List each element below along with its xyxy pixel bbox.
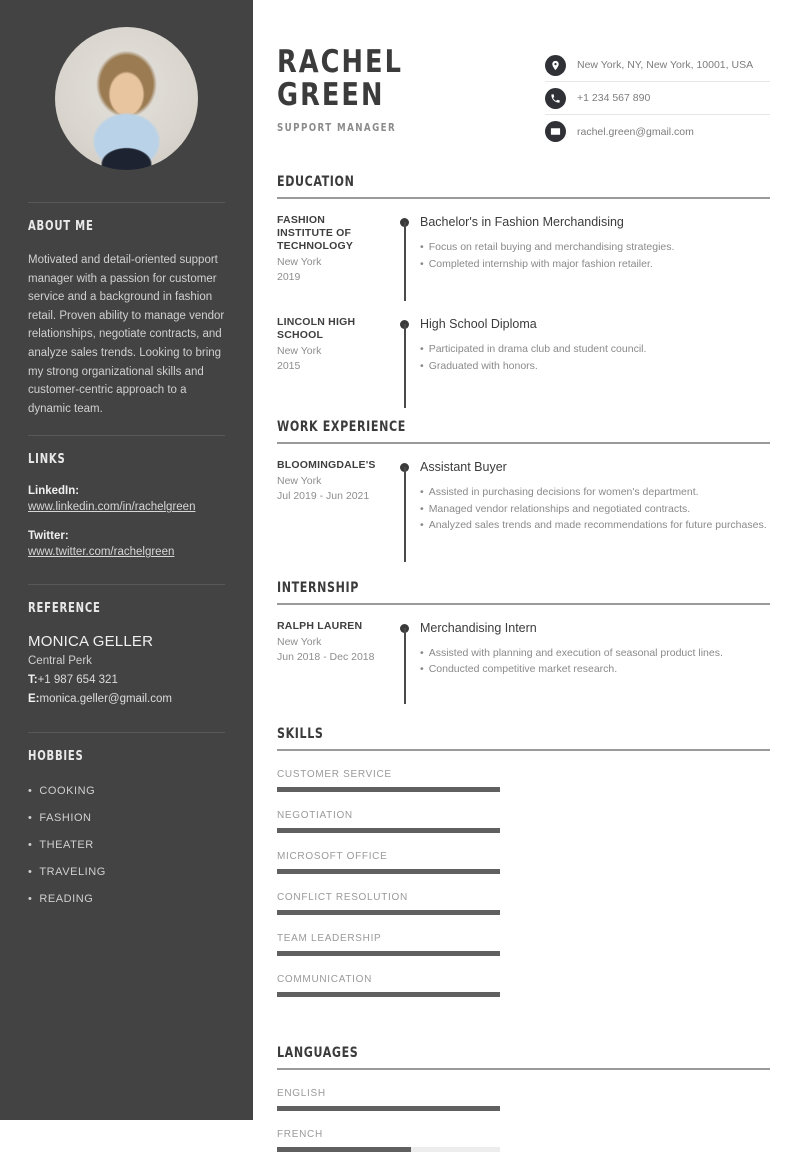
hobbies-heading: HOBBIES [28, 749, 84, 765]
language-fill [277, 1106, 500, 1111]
link-item-linkedin [28, 483, 225, 515]
last-name: GREEN [277, 77, 385, 113]
sidebar-divider [28, 202, 225, 203]
first-name: RACHEL [277, 44, 403, 80]
about-me-section [28, 219, 225, 418]
languages-section [277, 1045, 770, 1152]
main-content [253, 0, 794, 1140]
skill-fill [277, 910, 500, 915]
education-entry [277, 316, 770, 374]
contact-email: rachel.green@gmail.com [577, 125, 694, 138]
name-block [277, 46, 527, 148]
timeline-line [404, 324, 406, 408]
list-item: • READING [28, 886, 225, 913]
entry-org: RALPH LAUREN [277, 619, 363, 632]
linkedin-url[interactable]: www.linkedin.com/in/rachelgreen [28, 501, 196, 514]
link-label: Twitter: [28, 530, 69, 543]
skill-fill [277, 992, 500, 997]
reference-org: Central Perk [28, 655, 92, 668]
timeline-line [404, 467, 406, 562]
sidebar-divider [28, 584, 225, 585]
list-item: • TRAVELING [28, 859, 225, 886]
skill-item [277, 810, 500, 833]
envelope-icon [545, 121, 566, 142]
list-item: • THEATER [28, 832, 225, 859]
reference-section [28, 601, 225, 708]
entry-location: New York [277, 635, 322, 648]
location-pin-icon [545, 55, 566, 76]
entry-body [420, 620, 770, 678]
list-item: • FASHION [28, 805, 225, 832]
avatar [55, 27, 198, 170]
skill-track [277, 992, 500, 997]
skill-item [277, 933, 500, 956]
reference-phone-label: T: [28, 674, 38, 687]
languages-heading: LANGUAGES [277, 1044, 359, 1061]
entry-bullets [420, 645, 770, 678]
entry-org: LINCOLN HIGH SCHOOL [277, 316, 356, 341]
entry-location: New York [277, 475, 322, 487]
language-fill [277, 1147, 411, 1152]
header [277, 0, 770, 148]
internship-section [277, 580, 770, 678]
entry-bullets [420, 341, 770, 374]
timeline-marker [392, 214, 420, 285]
entry-location: New York [277, 345, 322, 357]
sidebar [0, 0, 253, 1120]
list-item: • COOKING [28, 778, 225, 805]
language-label: FRENCH [277, 1128, 323, 1140]
skill-item [277, 851, 500, 874]
entry-title: Bachelor's in Fashion Merchandising [420, 215, 624, 229]
reference-email: monica.geller@gmail.com [39, 693, 172, 706]
contact-row-phone [545, 82, 770, 115]
entry-body [420, 214, 770, 285]
languages-bars [277, 1070, 770, 1152]
skill-track [277, 787, 500, 792]
hobbies-section [28, 749, 225, 913]
link-label: LinkedIn: [28, 485, 80, 498]
entry-meta [277, 214, 392, 285]
about-me-text: Motivated and detail-oriented support manager with a passion for customer service and a background in fashion retail. Proven ability to manage vendor relationships, negotiate contracts, and analyze sales trends. Looking to bring my strong organizational skills and customer-centric approach to a dynamic team. [28, 254, 225, 415]
entry-org: FASHION INSTITUTE OF TECHNOLOGY [277, 214, 354, 252]
entry-title: High School Diploma [420, 317, 537, 331]
skill-label: MICROSOFT OFFICE [277, 850, 388, 862]
contact-phone: +1 234 567 890 [577, 92, 651, 104]
skill-item [277, 974, 500, 997]
section-rule [277, 197, 770, 199]
sidebar-divider [28, 732, 225, 733]
language-track [277, 1106, 500, 1111]
entry-date: Jun 2018 - Dec 2018 [277, 650, 375, 663]
language-item [277, 1129, 500, 1152]
bullet: • Focus on retail buying and merchandising strategies. [420, 239, 770, 256]
education-section [277, 174, 770, 374]
skills-heading: SKILLS [277, 725, 324, 742]
hobbies-list [28, 778, 225, 913]
reference-phone-row [28, 672, 225, 689]
links-heading: LINKS [28, 452, 66, 468]
bullet: • Completed internship with major fashion retailer. [420, 256, 770, 273]
language-label: ENGLISH [277, 1087, 326, 1099]
entry-bullets [420, 239, 770, 272]
contact-list [527, 46, 770, 148]
entry-date: 2019 [277, 271, 301, 283]
skills-section [277, 726, 770, 997]
skill-item [277, 769, 500, 792]
work-experience-section [277, 419, 770, 534]
about-me-heading: ABOUT ME [28, 219, 94, 234]
section-rule [277, 442, 770, 444]
link-item-twitter [28, 528, 225, 560]
sidebar-divider [28, 435, 225, 436]
entry-meta [277, 459, 392, 534]
skill-fill [277, 869, 500, 874]
contact-row-email [545, 115, 770, 148]
language-track [277, 1147, 500, 1152]
entry-title: Merchandising Intern [420, 620, 537, 635]
timeline-line [404, 222, 406, 301]
skill-label: TEAM LEADERSHIP [277, 932, 382, 944]
twitter-url[interactable]: www.twitter.com/rachelgreen [28, 546, 175, 559]
entry-org: BLOOMINGDALE'S [277, 459, 376, 471]
timeline-marker [392, 459, 420, 534]
entry-bullets [420, 484, 770, 534]
entry-location: New York [277, 256, 322, 268]
skills-bars [277, 751, 770, 997]
bullet: • Participated in drama club and student council. [420, 341, 770, 358]
internship-heading: INTERNSHIP [277, 579, 360, 596]
education-entry [277, 214, 770, 285]
entry-title: Assistant Buyer [420, 460, 507, 474]
skill-fill [277, 951, 500, 956]
skill-track [277, 869, 500, 874]
contact-row-address [545, 49, 770, 82]
skill-track [277, 910, 500, 915]
timeline-marker [392, 620, 420, 678]
skill-label: NEGOTIATION [277, 809, 353, 821]
timeline-line [404, 628, 406, 704]
links-section [28, 452, 225, 560]
bullet: • Conducted competitive market research. [420, 661, 770, 678]
entry-body [420, 459, 770, 534]
timeline-marker [392, 316, 420, 374]
reference-phone: +1 987 654 321 [37, 674, 118, 687]
education-heading: EDUCATION [277, 174, 355, 190]
entry-date: 2015 [277, 360, 301, 372]
section-rule [277, 603, 770, 605]
language-item [277, 1088, 500, 1111]
skill-track [277, 951, 500, 956]
reference-name: MONICA GELLER [28, 633, 154, 651]
skill-label: CONFLICT RESOLUTION [277, 891, 408, 903]
work-experience-heading: WORK EXPERIENCE [277, 419, 406, 435]
skill-item [277, 892, 500, 915]
contact-address: New York, NY, New York, 10001, USA [577, 59, 754, 71]
bullet: • Assisted in purchasing decisions for women's department. [420, 484, 770, 501]
bullet: • Analyzed sales trends and made recommendations for future purchases. [420, 517, 770, 534]
reference-email-row [28, 691, 225, 708]
skill-fill [277, 828, 500, 833]
skill-fill [277, 787, 500, 792]
bullet: • Graduated with honors. [420, 358, 770, 375]
entry-meta [277, 620, 392, 678]
bullet: • Assisted with planning and execution of seasonal product lines. [420, 645, 770, 662]
internship-entry [277, 620, 770, 678]
bullet: • Managed vendor relationships and negotiated contracts. [420, 501, 770, 518]
entry-meta [277, 316, 392, 374]
reference-email-label: E: [28, 693, 40, 706]
reference-heading: REFERENCE [28, 601, 101, 617]
entry-body [420, 316, 770, 374]
photo-container [28, 0, 225, 170]
phone-icon [545, 88, 566, 109]
work-entry [277, 459, 770, 534]
entry-date: Jul 2019 - Jun 2021 [277, 490, 370, 502]
skill-track [277, 828, 500, 833]
skill-label: CUSTOMER SERVICE [277, 768, 392, 780]
skill-label: COMMUNICATION [277, 973, 373, 985]
job-title: SUPPORT MANAGER [277, 121, 397, 134]
